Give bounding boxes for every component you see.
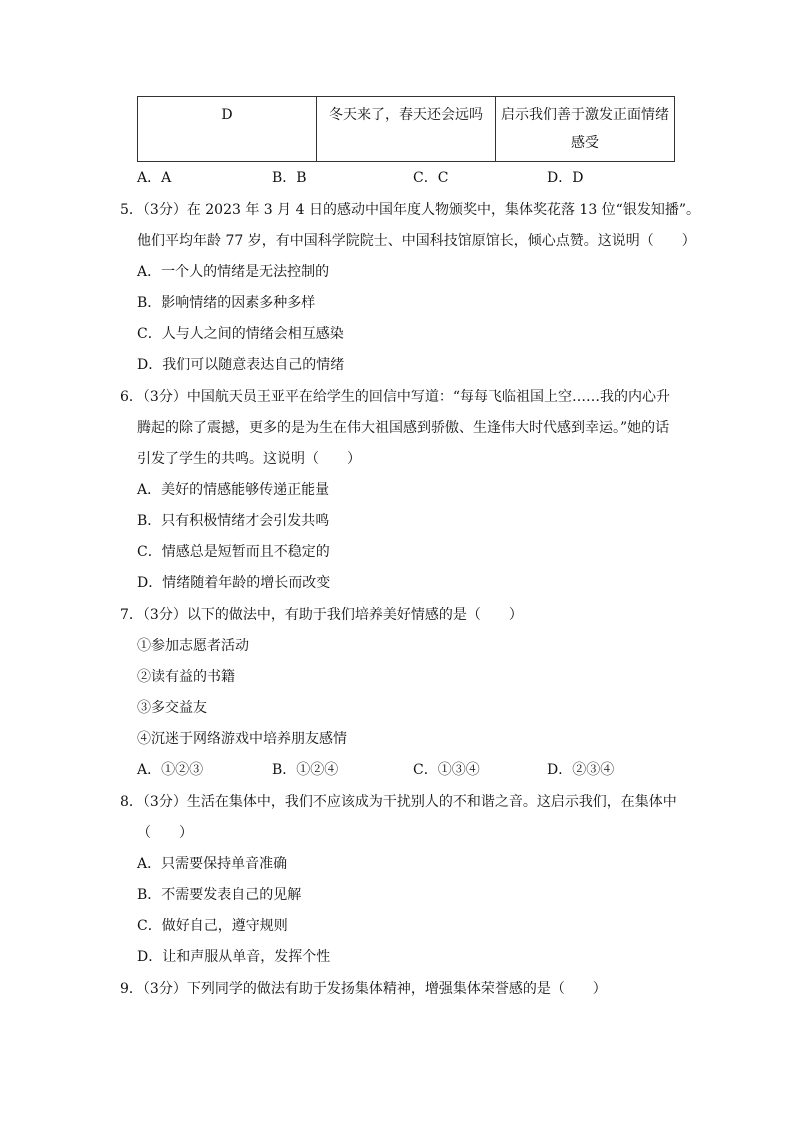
option-c: C．C xyxy=(413,170,449,186)
q7-stem: 7．（3分）以下的做法中，有助于我们培养美好情感的是（ ） xyxy=(120,607,523,623)
q5-stem-line2: 他们平均年龄 77 岁，有中国科学院院士、中国科技馆原馆长，倾心点赞。这说明（ ） xyxy=(137,233,696,249)
q8-option-d: D．让和声服从单音，发挥个性 xyxy=(137,949,331,965)
q6-stem-line2: 腾起的除了震撼，更多的是为生在伟大祖国感到骄傲、生逢伟大时代感到幸运。”她的话 xyxy=(137,420,670,436)
option-d: D．D xyxy=(547,170,584,186)
q5-option-c: C．人与人之间的情绪会相互感染 xyxy=(137,326,344,342)
q9-stem: 9．（3分）下列同学的做法有助于发扬集体精神，增强集体荣誉感的是（ ） xyxy=(120,981,607,997)
q8-option-b: B．不需要发表自己的见解 xyxy=(137,887,302,903)
q7-item-2: ②读有益的书籍 xyxy=(137,669,235,685)
option-a: A．A xyxy=(137,170,172,186)
option-d: D．②③④ xyxy=(547,762,615,778)
answer-table xyxy=(137,96,675,162)
option-b: B．①②④ xyxy=(272,762,339,778)
option-c: C．①③④ xyxy=(413,762,480,778)
q5-option-b: B．影响情绪的因素多种多样 xyxy=(137,295,316,311)
q8-stem-line2: （ ） xyxy=(137,825,193,841)
table-cell-option: D xyxy=(138,97,317,162)
option-a: A．①②③ xyxy=(137,762,204,778)
q5-stem-line1: 5．（3分）在 2023 年 3 月 4 日的感动中国年度人物颁奖中，集体奖花落 13 位“银发知播”。 xyxy=(120,202,700,218)
q7-item-4: ④沉迷于网络游戏中培养朋友感情 xyxy=(137,731,347,747)
q6-option-b: B．只有积极情绪才会引发共鸣 xyxy=(137,513,330,529)
q6-stem-line1: 6．（3分）中国航天员王亚平在给学生的回信中写道：“每每飞临祖国上空……我的内心升 xyxy=(120,389,670,405)
q6-option-c: C．情感总是短暂而且不稳定的 xyxy=(137,544,330,560)
q8-option-c: C．做好自己，遵守规则 xyxy=(137,918,288,934)
q8-stem-line1: 8．（3分）生活在集体中，我们不应该成为干扰别人的不和谐之音。这启示我们，在集体中 xyxy=(120,794,677,810)
q8-option-a: A．只需要保持单音准确 xyxy=(137,856,288,872)
q7-item-3: ③多交益友 xyxy=(137,700,207,716)
q5-option-d: D．我们可以随意表达自己的情绪 xyxy=(137,357,345,373)
table-row xyxy=(138,97,675,162)
q6-option-a: A．美好的情感能够传递正能量 xyxy=(137,482,330,498)
q6-option-d: D．情绪随着年龄的增长而改变 xyxy=(137,575,331,591)
q5-option-a: A．一个人的情绪是无法控制的 xyxy=(137,264,330,280)
q7-item-1: ①参加志愿者活动 xyxy=(137,638,249,654)
table-cell-meaning: 启示我们善于激发正面情绪感受 xyxy=(496,97,675,162)
q6-stem-line3: 引发了学生的共鸣。这说明（ ） xyxy=(137,451,361,467)
option-b: B．B xyxy=(272,170,307,186)
table-cell-quote: 冬天来了，春天还会远吗 xyxy=(317,97,496,162)
